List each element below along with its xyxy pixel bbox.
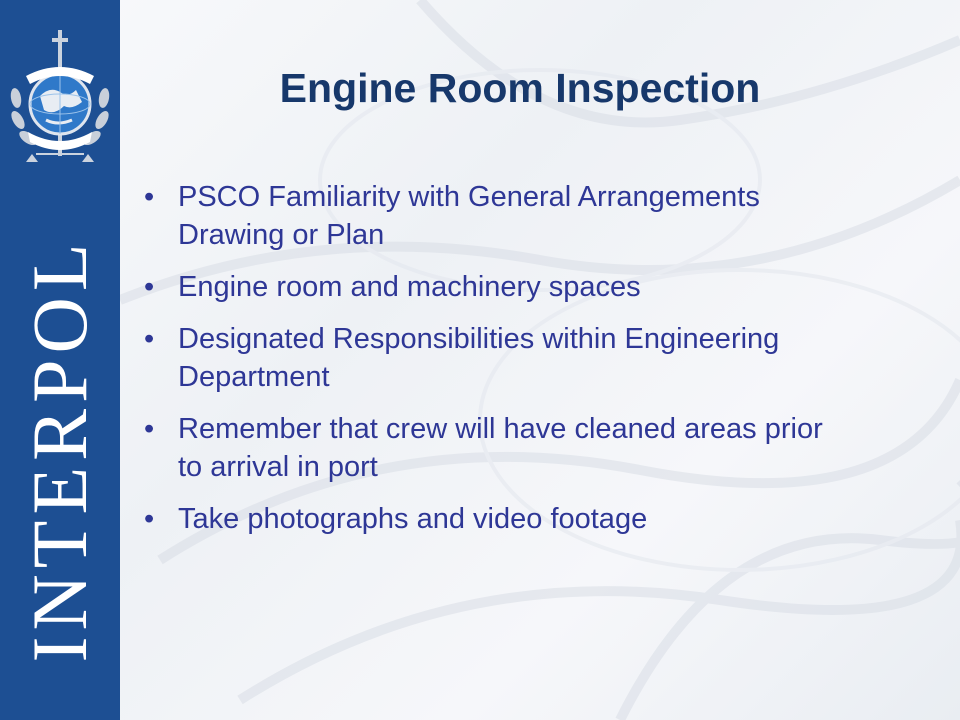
bullet-text: Take photographs and video footage [178,503,648,535]
bullet-item [140,178,830,254]
bullet-text: Remember that crew will have cleaned areas prior to arrival in port [178,413,823,483]
bullet-item [140,500,830,538]
bullet-text: Designated Responsibilities within Engineering Department [178,323,780,393]
bullet-item [140,268,830,306]
interpol-emblem-icon [6,28,114,168]
slide-title: Engine Room Inspection [279,65,761,111]
bullet-text: Engine room and machinery spaces [178,271,641,303]
bullet-item [140,320,830,396]
bullet-dot: • [144,181,155,213]
bullet-dot: • [144,323,155,355]
brand-wordmark: INTERPOL [16,237,103,663]
bullet-item [140,410,830,486]
bullet-dot: • [144,503,155,535]
bullet-text: PSCO Familiarity with General Arrangements Drawing or Plan [178,181,760,251]
sidebar [0,0,120,720]
bullet-dot: • [144,413,155,445]
bullet-dot: • [144,271,155,303]
bullet-list [140,178,830,552]
